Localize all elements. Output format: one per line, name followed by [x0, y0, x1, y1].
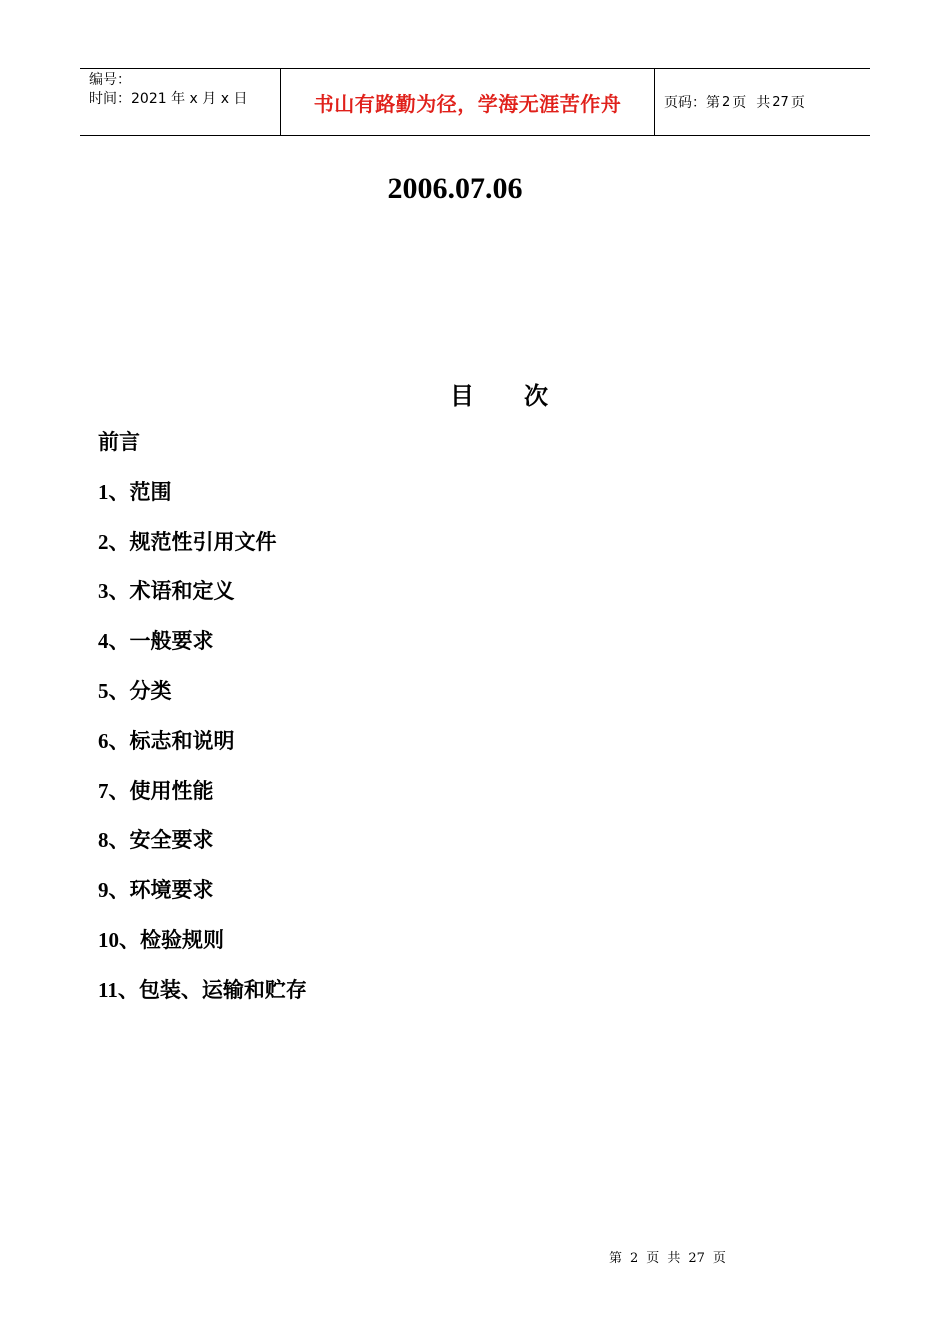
document-time-label: 时间：2021 年 x 月 x 日 — [89, 91, 248, 107]
header-page-current: 2 — [722, 94, 731, 110]
toc-item-performance[interactable]: 7、使用性能 — [98, 778, 214, 803]
footer-word-ye-2: 页 — [712, 1251, 726, 1266]
header-page-prefix: 页码：第 — [664, 95, 720, 111]
toc-title-char-2: 次 — [524, 382, 548, 410]
toc-item-safety-requirements[interactable]: 8、安全要求 — [98, 828, 214, 853]
footer-page-current: 2 — [630, 1251, 639, 1266]
toc-item-scope[interactable]: 1、范围 — [98, 479, 172, 504]
header-page-total: 27 — [772, 94, 789, 110]
toc-title — [450, 376, 548, 411]
header-page-cell — [655, 69, 870, 135]
header-motto-cell — [281, 69, 655, 135]
toc-item-marking-instructions[interactable]: 6、标志和说明 — [98, 728, 235, 753]
toc-item-environment-requirements[interactable]: 9、环境要求 — [98, 878, 214, 903]
header-meta-cell — [80, 69, 281, 135]
footer-word-gong: 共 — [667, 1251, 681, 1266]
page-footer — [609, 1247, 734, 1266]
footer-word-ye: 页 — [646, 1251, 660, 1266]
header-total-suffix: 页 — [790, 95, 805, 111]
toc-item-terms-definitions[interactable]: 3、术语和定义 — [98, 579, 235, 604]
document-date: 2006.07.06 — [387, 172, 523, 205]
toc-item-inspection-rules[interactable]: 10、检验规则 — [98, 927, 224, 952]
table-of-contents — [98, 426, 307, 1024]
header-total-prefix: 共 — [756, 95, 771, 111]
header-page-word: 页 — [732, 95, 747, 111]
toc-item-packaging-transport-storage[interactable]: 11、包装、运输和贮存 — [98, 977, 307, 1002]
page-header — [80, 68, 870, 136]
toc-item-foreword[interactable]: 前言 — [98, 430, 140, 454]
footer-page-total: 27 — [688, 1251, 705, 1266]
document-number-label: 编号： — [89, 72, 131, 88]
toc-item-classification[interactable]: 5、分类 — [98, 678, 172, 703]
header-motto: 书山有路勤为径，学海无涯苦作舟 — [313, 91, 622, 116]
toc-item-normative-references[interactable]: 2、规范性引用文件 — [98, 529, 277, 554]
toc-item-general-requirements[interactable]: 4、一般要求 — [98, 629, 214, 654]
toc-title-char-1: 目 — [450, 382, 474, 410]
footer-word-di: 第 — [609, 1251, 623, 1266]
